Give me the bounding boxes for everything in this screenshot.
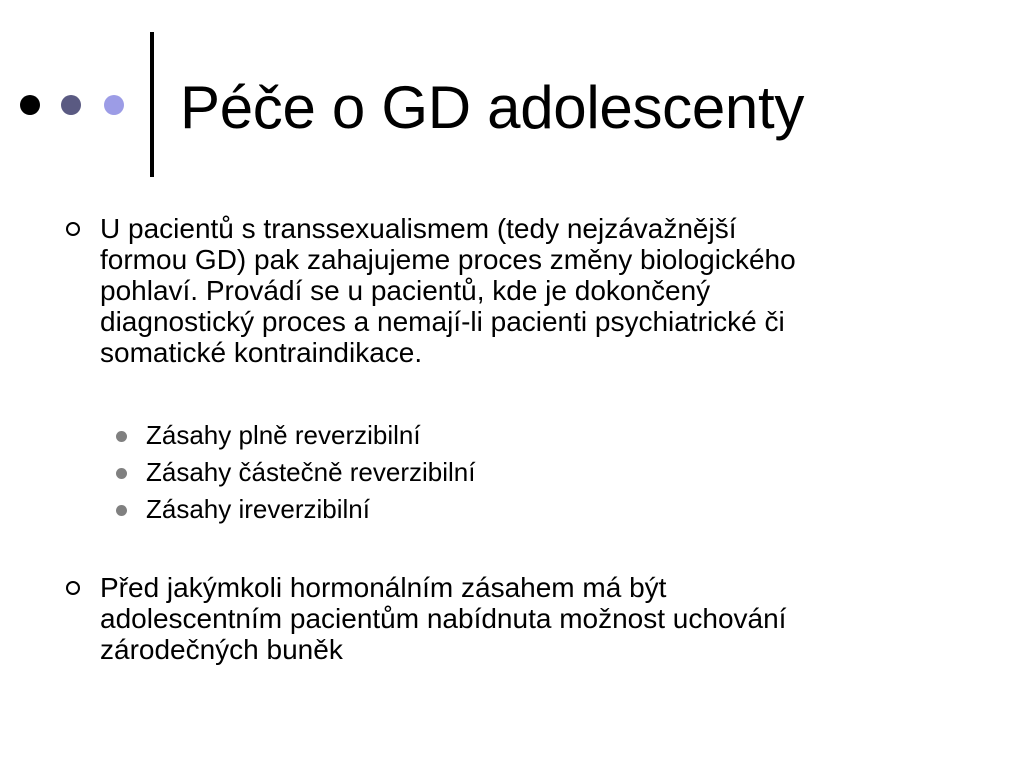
title-divider — [150, 32, 154, 177]
bullet-2-line-2: adolescentním pacientům nabídnuta možnost uchování — [100, 603, 787, 634]
slide-title: Péče o GD adolescenty — [180, 74, 805, 141]
sub-bullet-list — [116, 419, 475, 530]
bullet-1-line-1: U pacientů s transsexualismem (tedy nejzávažnější — [100, 213, 737, 244]
sub-bullet-dot-icon — [116, 505, 127, 516]
title-dot-mid-icon — [61, 95, 81, 115]
sub-bullet-dot-icon — [116, 431, 127, 442]
bullet-paragraph-1 — [100, 213, 796, 368]
ring-bullet-icon — [66, 222, 80, 236]
bullet-paragraph-2 — [100, 572, 786, 665]
sub-bullet-item — [116, 419, 475, 456]
title-dot-light-icon — [104, 95, 124, 115]
bullet-1-line-2: formou GD) pak zahajujeme proces změny biologického — [100, 244, 796, 275]
bullet-1-line-3: pohlaví. Provádí se u pacientů, kde je dokončený — [100, 275, 711, 306]
bullet-1-line-4: diagnostický proces a nemají-li pacienti psychiatrické či — [100, 306, 785, 337]
bullet-1-line-5: somatické kontraindikace. — [100, 337, 423, 368]
sub-bullet-item — [116, 456, 475, 493]
sub-bullet-text: Zásahy částečně reverzibilní — [146, 457, 476, 487]
ring-bullet-icon — [66, 581, 80, 595]
sub-bullet-text: Zásahy ireverzibilní — [146, 494, 370, 524]
sub-bullet-text: Zásahy plně reverzibilní — [146, 420, 421, 450]
sub-bullet-item — [116, 493, 475, 530]
bullet-2-line-1: Před jakýmkoli hormonálním zásahem má být — [100, 572, 667, 603]
title-dot-dark-icon — [20, 95, 40, 115]
sub-bullet-dot-icon — [116, 468, 127, 479]
bullet-2-line-3: zárodečných buněk — [100, 634, 343, 665]
